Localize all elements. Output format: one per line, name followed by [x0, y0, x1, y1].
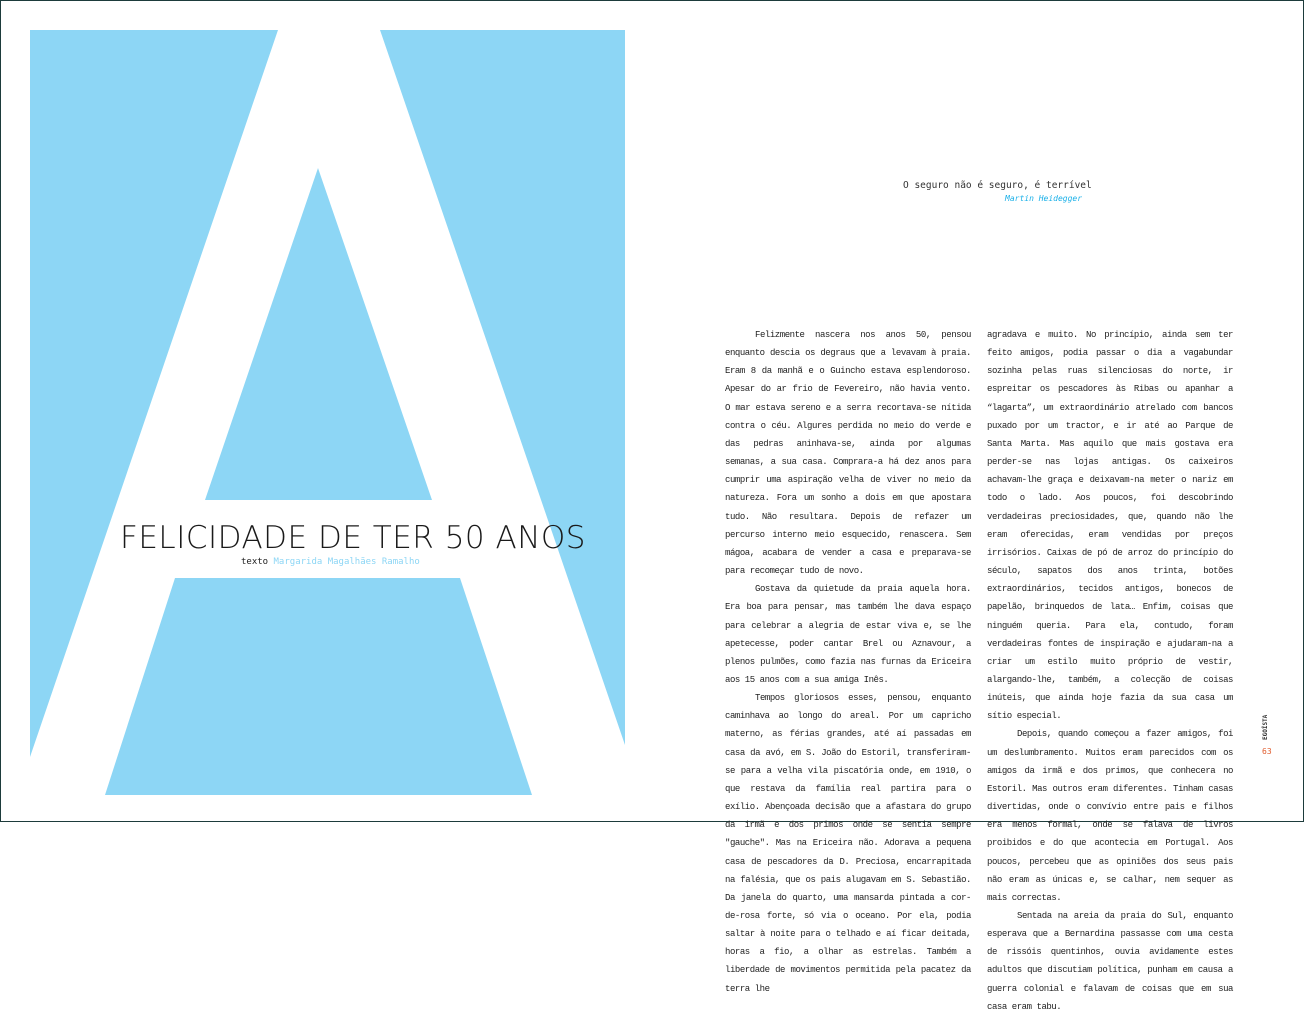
paragraph: Tempos gloriosos esses, pensou, enquanto caminhava ao longo do areal. Por um capricho materno, as férias grandes, até aí passadas em casa da avó, em S. João do Estoril, transferiram-se para a velha vila piscatória onde, em 1910, o que restava da família real partira para o exílio. Abençoada decisão que a afastara do grupo da irmã e dos primos onde se sentia sempre "gauche". Mas na Ericeira não. Adorava a pequena casa de pescadores da D. Preciosa, encarrapitada na falésia, que os pais alugavam em S. Sebastião. Da janela do quarto, uma mansarda pintada a cor-de-rosa forte, só via o oceano. Por ela, podia saltar à noite para o telhado e aí ficar deitada, horas a fio, a olhar as estrelas. Também a liberdade de movimentos permitida pela pacatez da terra lhe	[725, 693, 971, 994]
page-number: 63	[1262, 747, 1272, 756]
paragraph: Gostava da quietude da praia aquela hora. Era boa para pensar, mas também lhe dava espaço para celebrar a alegria de estar viva e, se lhe apetecesse, poder cantar Brel ou Aznavour, a plenos pulmões, como fazia nas furnas da Ericeira aos 15 anos com a sua amiga Inês.	[725, 584, 971, 685]
paragraph: Felizmente nascera nos anos 50, pensou enquanto descia os degraus que a levavam à praia. Eram 8 da manhã e o Guincho estava esplendoroso. Apesar do ar frio de Fevereiro, não havia vento. O mar estava sereno e a serra recortava-se nítida contra o céu. Algures perdida no meio do verde e das pedras aninhava-se, ainda por algumas semanas, a sua casa. Comprara-a há dez anos para cumprir uma aspiração velha de viver no meio da natureza. Fora um sonho a dois em que apostara tudo. Não resultara. Depois de refazer um percurso interno meio esquecido, renascera. Sem mágoa, acabara de vender a casa e preparava-se para recomeçar tudo de novo.	[725, 330, 971, 577]
byline-author: Margarida Magalhães Ramalho	[273, 557, 420, 567]
byline-prefix: texto	[241, 557, 269, 567]
article-title: FELICIDADE DE TER 50 ANOS	[120, 520, 586, 556]
epigraph-text: O seguro não é seguro, é terrível	[903, 180, 1092, 191]
text-column-2	[987, 326, 1233, 1016]
text-column-1	[725, 326, 971, 998]
paragraph: agradava e muito. No princípio, ainda sem ter feito amigos, podia passar o dia a vagabundar sozinha pelas ruas silenciosas do norte, ir espreitar os pescadores às Ribas ou apanhar a “lagarta”, um extraordinário atrelado com bancos puxado por um tractor, e ir até ao Parque de Santa Marta. Mas aquilo que mais gostava era perder-se nas lojas antigas. Os caixeiros achavam-lhe graça e deixavam-na meter o nariz em todo o lado. Aos poucos, foi descobrindo verdadeiras preciosidades, que, quando não lhe eram oferecidas, eram vendidas por preços irrisórios. Caixas de pó de arroz do princípio do século, sapatos dos anos trinta, botões extraordinários, tecidos antigos, bonecos de papelão, brinquedos de lata… Enfim, coisas que ninguém queria. Para ela, contudo, foram verdadeiras fontes de inspiração e ajudaram-na a criar um estilo muito próprio de vestir, alargando-lhe, também, a colecção de coisas inúteis, que ainda hoje fazia da sua casa um sítio especial.	[987, 330, 1233, 722]
epigraph-author: Martin Heidegger	[1005, 194, 1083, 203]
magazine-name: EGOÍSTA	[1262, 714, 1269, 740]
paragraph: Depois, quando começou a fazer amigos, foi um deslumbramento. Muitos eram parecidos com os amigos da irmã e dos primos, que conhecera no Estoril. Mas outros eram diferentes. Tinham casas divertidas, onde o convívio entre pais e filhos era menos formal, onde se falava de livros proibidos e do que acontecia em Portugal. Aos poucos, percebeu que as opiniões dos seus pais não eram as únicas e, se calhar, nem sequer as mais correctas.	[987, 729, 1233, 903]
byline	[241, 557, 420, 567]
paragraph: Sentada na areia da praia do Sul, enquanto esperava que a Bernardina passasse com uma cesta de rissóis quentinhos, ouvia avidamente estes adultos que discutiam política, punham em causa a guerra colonial e falavam de coisas que em sua casa eram tabu.	[987, 911, 1233, 1012]
